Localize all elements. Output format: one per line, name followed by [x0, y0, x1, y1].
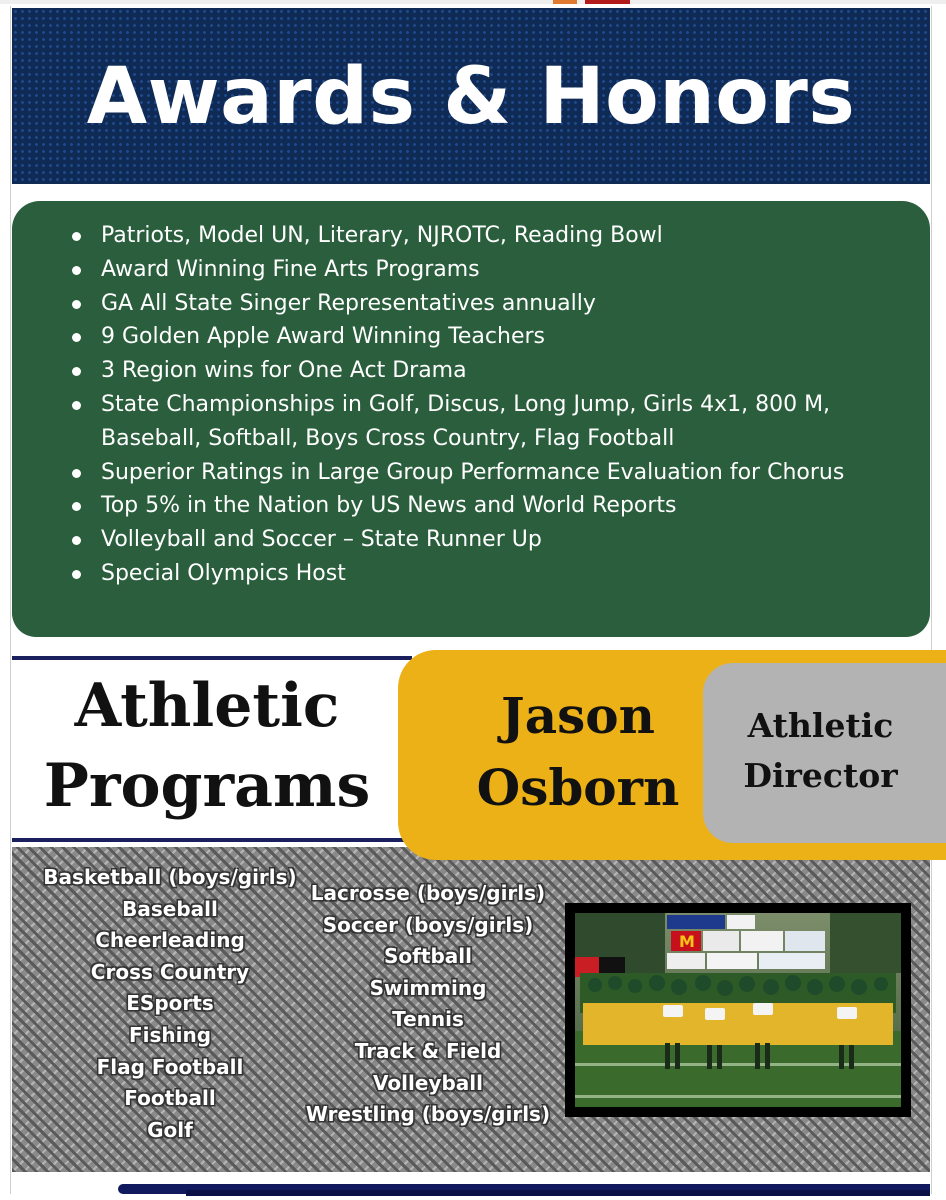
bullet-icon — [72, 367, 81, 376]
list-item: Baseball — [122, 896, 218, 921]
list-item: Award Winning Fine Arts Programs — [70, 253, 910, 287]
list-item: Soccer (boys/girls) — [322, 912, 534, 937]
director-role: Athletic Director — [743, 706, 898, 795]
section-rule-bottom — [12, 838, 412, 842]
list-item: Volleyball and Soccer – State Runner Up — [70, 523, 910, 557]
list-item: Flag Football — [96, 1054, 244, 1079]
section-rule-top — [12, 656, 412, 660]
team-photo — [575, 913, 901, 1107]
list-item: Golf — [147, 1117, 193, 1142]
page-title: Awards & Honors — [86, 52, 856, 142]
list-item: State Championships in Golf, Discus, Long Jump, Girls 4x1, 800 M, Baseball, Softball, Boys Cross Country, Flag Football — [70, 388, 910, 456]
list-item: Patriots, Model UN, Literary, NJROTC, Reading Bowl — [70, 219, 910, 253]
list-item: Tennis — [392, 1007, 464, 1032]
list-item: ESports — [126, 991, 214, 1016]
team-photo-frame — [565, 903, 911, 1117]
list-item: Volleyball — [373, 1070, 483, 1095]
header-divider — [12, 184, 930, 187]
list-item: Track & Field — [354, 1038, 502, 1063]
list-item: Top 5% in the Nation by US News and World Reports — [70, 489, 910, 523]
sports-list-left — [40, 862, 300, 1146]
bullet-icon — [72, 502, 81, 511]
list-item: Basketball (boys/girls) — [43, 865, 297, 889]
awards-list — [70, 219, 910, 591]
list-item: Superior Ratings in Large Group Performance Evaluation for Chorus — [70, 456, 910, 490]
list-item: Softball — [384, 944, 472, 969]
footer-bar-accent — [186, 1190, 930, 1196]
list-item: Football — [124, 1086, 216, 1111]
section-title — [12, 666, 402, 826]
footer-divider — [12, 1172, 930, 1175]
list-item: Fishing — [128, 1022, 212, 1047]
bullet-icon — [72, 300, 81, 309]
role-card — [703, 663, 946, 843]
sports-list-right — [300, 878, 556, 1131]
top-strip — [0, 0, 946, 4]
bullet-icon — [72, 570, 81, 579]
director-name: Jason Osborn — [476, 686, 680, 817]
header-banner — [12, 8, 930, 184]
list-item: Wrestling (boys/girls) — [305, 1102, 551, 1127]
svg-text:M: M — [679, 932, 695, 951]
section-title-line1: Athletic — [74, 671, 340, 741]
list-item: Lacrosse (boys/girls) — [310, 881, 546, 905]
list-item: 3 Region wins for One Act Drama — [70, 354, 910, 388]
list-item: Special Olympics Host — [70, 557, 910, 591]
section-title-line2: Programs — [43, 751, 371, 821]
awards-panel — [12, 201, 930, 637]
bullet-icon — [72, 469, 81, 478]
list-item: Cross Country — [90, 959, 250, 984]
list-item: Swimming — [369, 975, 487, 1000]
bullet-icon — [72, 232, 81, 241]
bullet-icon — [72, 333, 81, 342]
list-item: Cheerleading — [95, 928, 245, 953]
bullet-icon — [72, 536, 81, 545]
bullet-icon — [72, 266, 81, 275]
team-photo-illustration — [575, 913, 901, 1107]
list-item: GA All State Singer Representatives annually — [70, 287, 910, 321]
bullet-icon — [72, 401, 81, 410]
list-item: 9 Golden Apple Award Winning Teachers — [70, 320, 910, 354]
